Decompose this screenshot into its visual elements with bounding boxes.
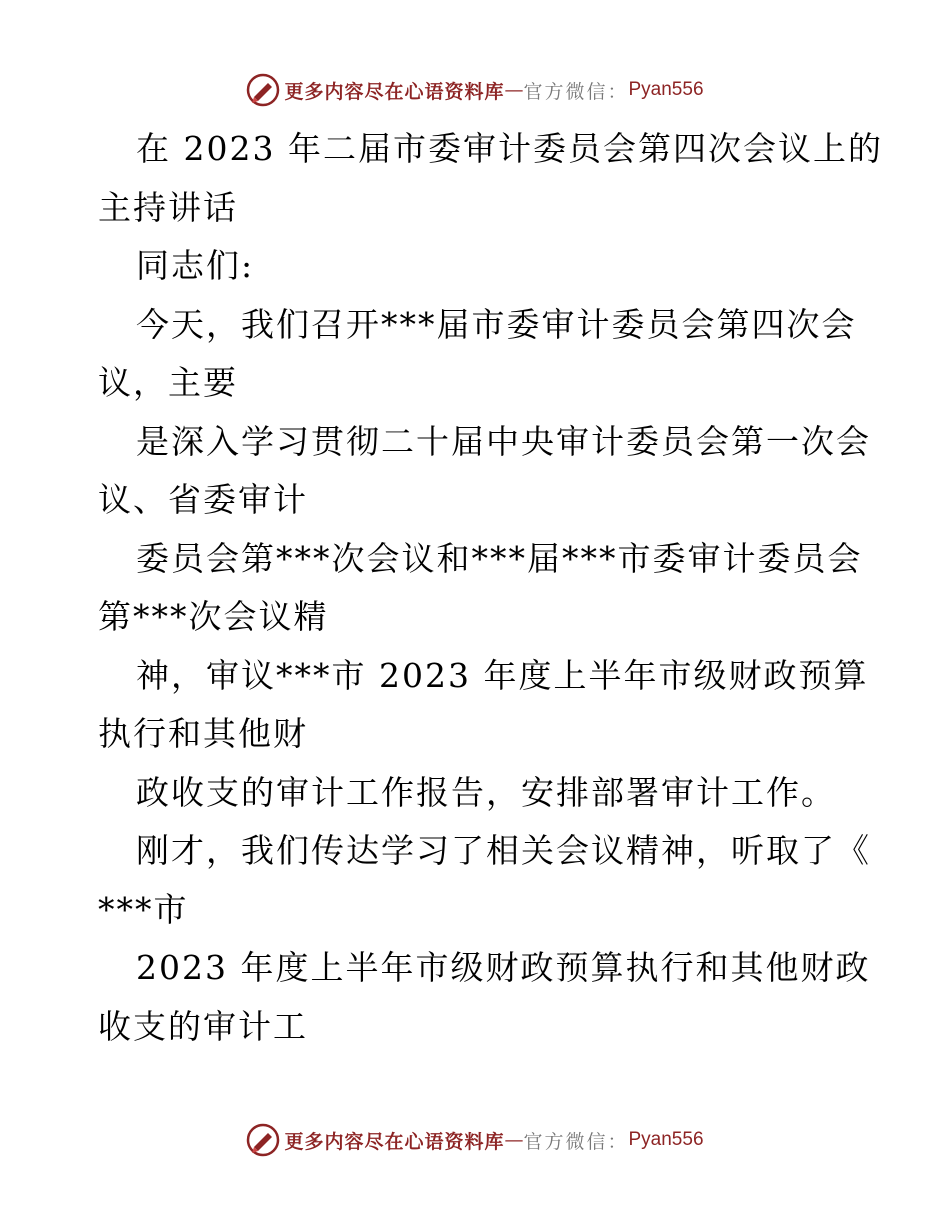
- salutation: 同志们:: [136, 246, 255, 285]
- paragraph-line: 执行和其他财: [98, 714, 308, 753]
- watermark-label: 官方微信：: [523, 80, 629, 103]
- watermark-separator: —: [504, 1129, 524, 1151]
- paragraph-line: 2023 年度上半年市级财政预算执行和其他财政: [136, 948, 871, 987]
- paragraph-line: ***市: [98, 889, 189, 929]
- watermark-separator: —: [504, 79, 524, 101]
- paragraph-line: 议、省委审计: [98, 480, 308, 519]
- paragraph-line: 今天，我们召开***届市委审计委员会第四次会: [136, 304, 857, 344]
- paragraph-line: 刚才，我们传达学习了相关会议精神，听取了《: [136, 831, 871, 870]
- paragraph-line: 委员会第***次会议和***届***市委审计委员会: [136, 538, 863, 578]
- paragraph-line: 政收支的审计工作报告，安排部署审计工作。: [136, 772, 836, 812]
- document-title-line-1: 在 2023 年二届市委审计委员会第四次会议上的: [136, 129, 883, 168]
- watermark-label: 官方微信：: [523, 1130, 629, 1153]
- document-title-line-2: 主持讲话: [98, 187, 238, 227]
- paragraph-line: 第***次会议精: [98, 597, 329, 636]
- paragraph-line: 是深入学习贯彻二十届中央审计委员会第一次会: [136, 421, 871, 461]
- watermark-account: Pyan556: [628, 79, 704, 100]
- pen-logo-icon: [246, 73, 280, 107]
- watermark-brand: 更多内容尽在心语资料库: [284, 80, 505, 103]
- watermark-brand: 更多内容尽在心语资料库: [284, 1130, 505, 1153]
- paragraph-line: 收支的审计工: [98, 1006, 308, 1046]
- watermark-account: Pyan556: [628, 1129, 704, 1150]
- document-body: [98, 120, 883, 1056]
- paragraph-line: 神，审议***市 2023 年度上半年市级财政预算: [136, 655, 869, 695]
- header-watermark: [0, 70, 950, 110]
- footer-watermark: [0, 1120, 950, 1160]
- paragraph-line: 议，主要: [98, 363, 238, 402]
- pen-logo-icon: [246, 1123, 280, 1157]
